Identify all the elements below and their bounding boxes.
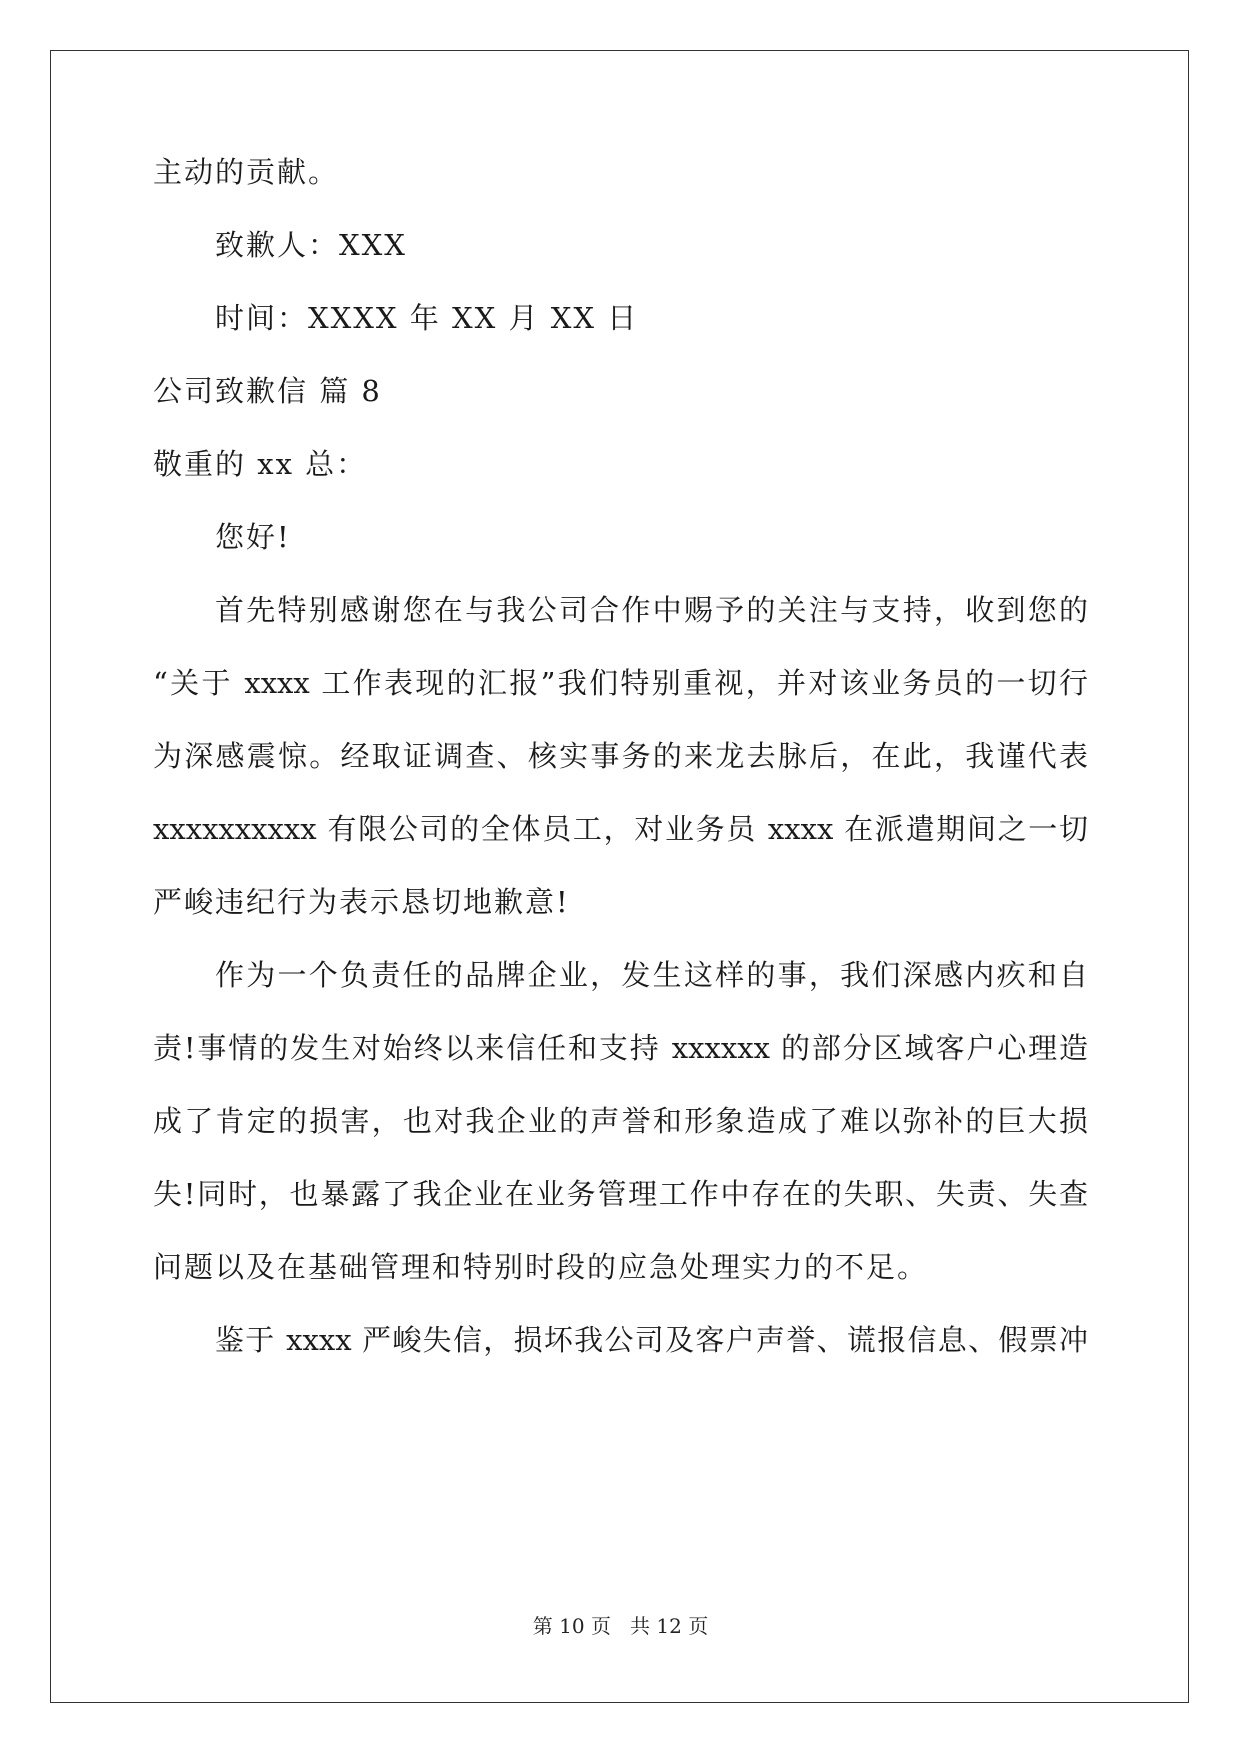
paragraph-line: 成了肯定的损害，也对我企业的声誉和形象造成了难以弥补的巨大损 — [153, 1104, 1088, 1138]
signer-line: 致歉人：XXX — [215, 228, 407, 262]
paragraph-line: 首先特别感谢您在与我公司合作中赐予的关注与支持，收到您的 — [215, 593, 1088, 627]
page-footer — [0, 1613, 1241, 1639]
page-total: 共 12 页 — [630, 1614, 709, 1638]
paragraph-line: “关于 xxxx 工作表现的汇报”我们特别重视，并对该业务员的一切行 — [153, 666, 1088, 700]
paragraph-line: xxxxxxxxxx 有限公司的全体员工，对业务员 xxxx 在派遣期间之一切 — [153, 812, 1088, 846]
salutation: 敬重的 xx 总： — [153, 447, 368, 481]
paragraph-line: 责!事情的发生对始终以来信任和支持 xxxxxx 的部分区域客户心理造 — [153, 1031, 1088, 1065]
paragraph-line: 作为一个负责任的品牌企业，发生这样的事，我们深感内疚和自 — [215, 958, 1088, 992]
paragraph-line: 为深感震惊。经取证调查、核实事务的来龙去脉后，在此，我谨代表 — [153, 739, 1088, 773]
paragraph-line: 鉴于 xxxx 严峻失信，损坏我公司及客户声誉、谎报信息、假票冲 — [215, 1323, 1088, 1357]
paragraph-line: 问题以及在基础管理和特别时段的应急处理实力的不足。 — [153, 1250, 929, 1284]
date-line: 时间：XXXX 年 XX 月 XX 日 — [215, 301, 639, 335]
section-heading: 公司致歉信 篇 8 — [153, 374, 382, 408]
greeting: 您好! — [215, 520, 291, 554]
text-line: 主动的贡献。 — [153, 155, 340, 189]
paragraph-line: 失!同时，也暴露了我企业在业务管理工作中存在的失职、失责、失查 — [153, 1177, 1088, 1211]
page-number: 第 10 页 — [532, 1614, 611, 1638]
paragraph-line: 严峻违纪行为表示恳切地歉意! — [153, 885, 570, 919]
